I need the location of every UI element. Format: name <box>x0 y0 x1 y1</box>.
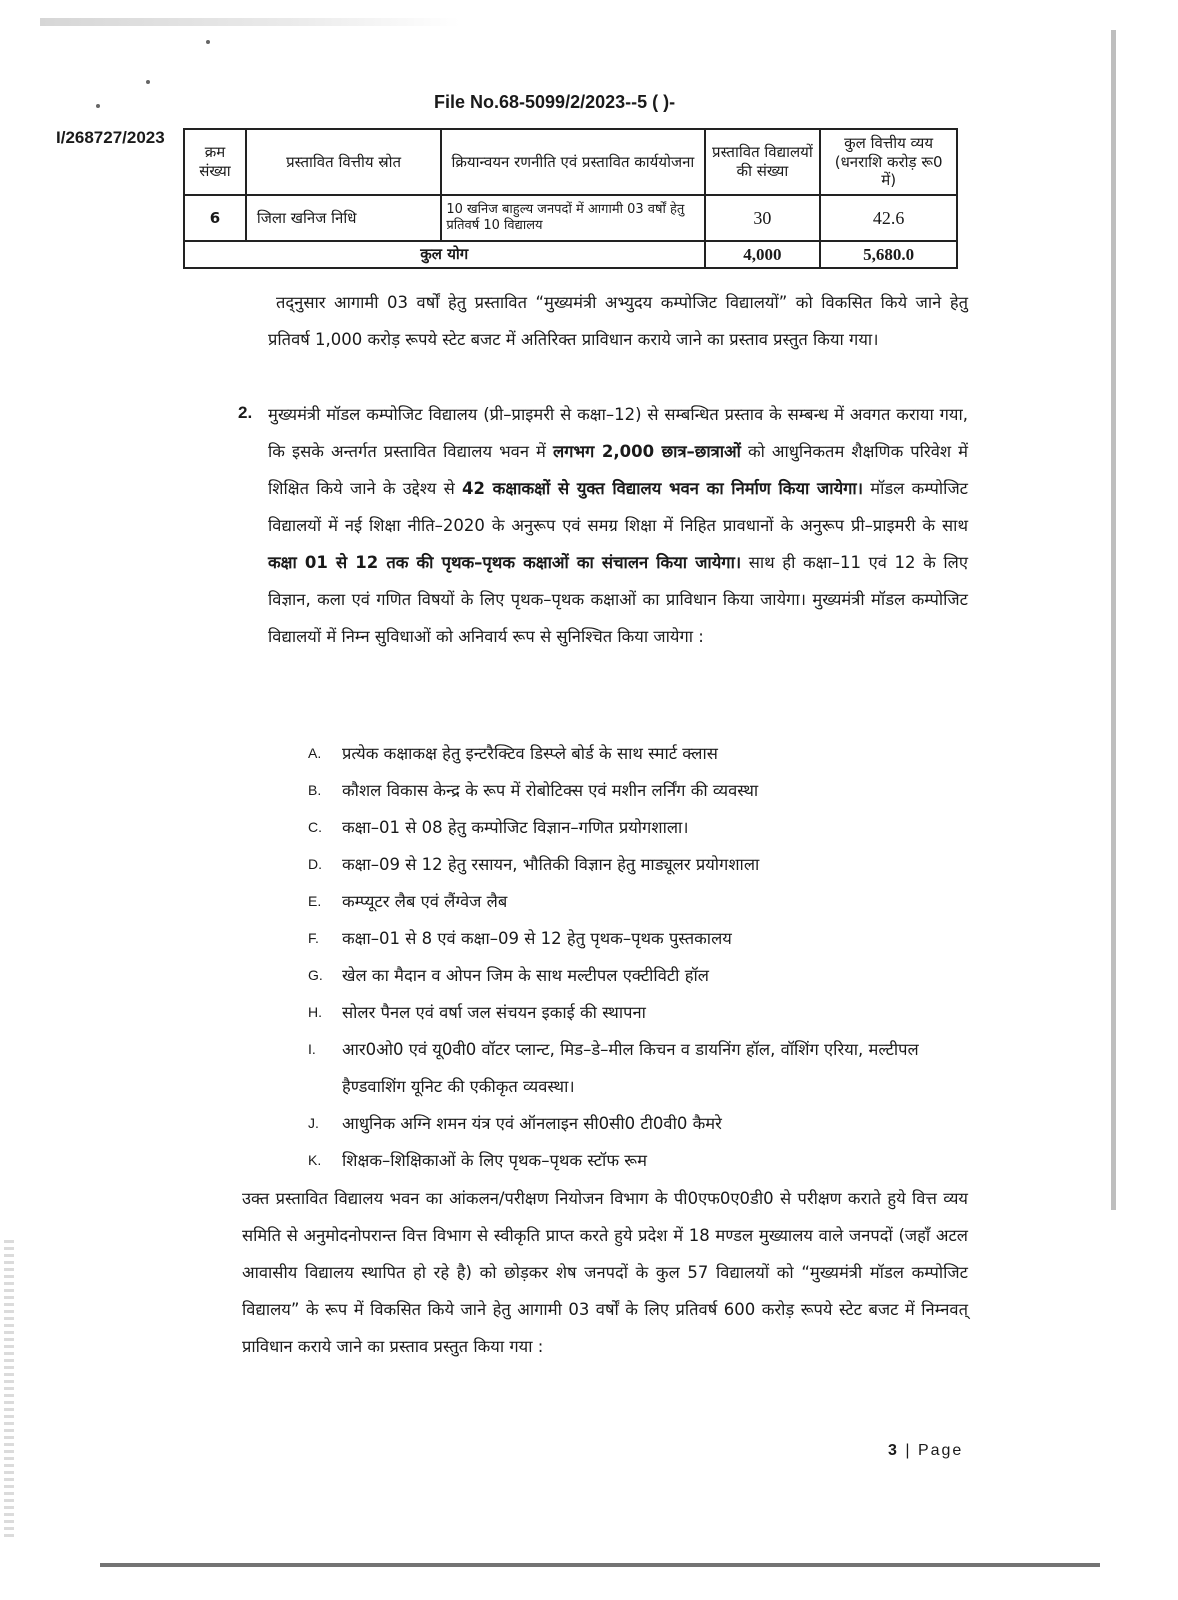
paragraph-2-text-b: को आधुनिकतम शैक्षणिक परिवेश में शिक्षित किये जाने के उद्देश्य से <box>268 442 969 498</box>
col-header-schools: प्रस्तावित विद्यालयों की संख्या <box>705 129 821 195</box>
list-item-text: आर0ओ0 एवं यू0वी0 वॉटर प्लान्ट, मिड–डे–मील किचन व डायनिंग हॉल, वॉशिंग एरिया, मल्टीपल हैण्डवाशिंग यूनिट की एकीकृत व्यवस्था। <box>342 1040 919 1096</box>
list-item-text: कक्षा–01 से 8 एवं कक्षा–09 से 12 हेतु पृथक–पृथक पुस्तकालय <box>342 929 732 948</box>
table-row <box>184 195 957 241</box>
col-header-expense: कुल वित्तीय व्यय (धनराशि करोड़ रू0 में) <box>820 129 957 195</box>
paragraph-2-text-d: साथ ही कक्षा–11 एवं 12 के लिए विज्ञान, कला एवं गणित विषयों के लिए पृथक–पृथक कक्षाओं का प्राविधान किया जायेगा। मुख्यमंत्री मॉडल कम्पोजिट विद्यालयों में निम्न सुविधाओं को अनिवार्य रूप से सुनिश्चित किया जायेगा : <box>268 553 968 646</box>
paragraph-2-bold-c: कक्षा 01 से 12 तक की पृथक–पृथक कक्षाओं का संचालन किया जायेगा। <box>268 553 742 572</box>
list-item-text: प्रत्येक कक्षाकक्ष हेतु इन्टरैक्टिव डिस्प्ले बोर्ड के साथ स्मार्ट क्लास <box>342 744 718 763</box>
list-item-label: D. <box>308 856 322 872</box>
list-item-label: B. <box>308 782 322 798</box>
scan-edge-artifact <box>40 18 460 26</box>
scan-edge-artifact <box>1111 30 1116 1210</box>
list-item-text: कक्षा–01 से 08 हेतु कम्पोजिट विज्ञान–गणित प्रयोगशाला। <box>342 818 689 837</box>
receipt-number: I/268727/2023 <box>56 128 165 147</box>
list-item-label: J. <box>308 1115 319 1131</box>
list-item <box>308 809 968 846</box>
list-item-label: A. <box>308 745 322 761</box>
scan-speck <box>206 40 210 44</box>
list-item <box>308 920 968 957</box>
cell-serial: 6 <box>184 195 246 241</box>
cell-source: जिला खनिज निधि <box>246 195 441 241</box>
item-number: 2. <box>238 403 253 422</box>
list-item-text: शिक्षक–शिक्षिकाओं के लिए पृथक–पृथक स्टॉफ रूम <box>342 1151 647 1170</box>
list-item-label: H. <box>308 1004 322 1020</box>
table-header-row <box>184 129 957 195</box>
page-label: | Page <box>905 1442 964 1459</box>
list-item-text: कौशल विकास केन्द्र के रूप में रोबोटिक्स एवं मशीन लर्निंग की व्यवस्था <box>342 781 759 800</box>
cell-expense: 42.6 <box>820 195 957 241</box>
list-item-label: G. <box>308 967 323 983</box>
paragraph-2-text-c: मॉडल कम्पोजिट विद्यालयों में नई शिक्षा नीति–2020 के अनुरूप एवं समग्र शिक्षा में निहित प्रावधानों के अनुरूप प्री–प्राइमरी के साथ <box>268 479 968 535</box>
list-item-label: E. <box>308 893 322 909</box>
paragraph-2-bold-b: 42 कक्षाकक्षों से युक्त विद्यालय भवन का निर्माण किया जायेगा। <box>462 479 863 498</box>
list-item <box>308 1142 968 1179</box>
list-item <box>308 1031 968 1105</box>
paragraph-1-text: तद्नुसार आगामी 03 वर्षों हेतु प्रस्तावित “मुख्यमंत्री अभ्युदय कम्पोजिट विद्यालयों” को विकसित किये जाने हेतु प्रतिवर्ष 1,000 करोड़ रूपये स्टेट बजट में अतिरिक्त प्राविधान कराये जाने का प्रस्ताव प्रस्तुत किया गया। <box>268 293 968 349</box>
cell-strategy: 10 खनिज बाहुल्य जनपदों में आगामी 03 वर्षों हेतु प्रतिवर्ष 10 विद्यालय <box>441 195 704 241</box>
list-item-text: कम्प्यूटर लैब एवं लैंग्वेज लैब <box>342 892 508 911</box>
list-item <box>308 883 968 920</box>
scan-speck <box>96 104 100 108</box>
paragraph-1 <box>268 284 968 358</box>
cell-schools: 30 <box>705 195 821 241</box>
page-number-value: 3 <box>888 1442 899 1459</box>
table-total-row <box>184 241 957 268</box>
col-header-source: प्रस्तावित वित्तीय स्रोत <box>246 129 441 195</box>
col-header-strategy: क्रियान्वयन रणनीति एवं प्रस्तावित कार्ययोजना <box>441 129 704 195</box>
list-item-text: सोलर पैनल एवं वर्षा जल संचयन इकाई की स्थापना <box>342 1003 646 1022</box>
list-item <box>308 1105 968 1142</box>
total-label: कुल योग <box>184 241 705 268</box>
total-expense: 5,680.0 <box>820 241 957 268</box>
paragraph-2 <box>268 396 968 655</box>
list-item-text: आधुनिक अग्नि शमन यंत्र एवं ऑनलाइन सी0सी0 टी0वी0 कैमरे <box>342 1114 722 1133</box>
list-item <box>308 957 968 994</box>
list-item-label: I. <box>308 1041 316 1057</box>
scan-edge-artifact <box>100 1563 1100 1567</box>
list-item <box>308 994 968 1031</box>
scan-speck <box>146 80 150 84</box>
total-schools: 4,000 <box>705 241 821 268</box>
page-number <box>888 1442 963 1460</box>
list-item-label: C. <box>308 819 322 835</box>
paragraph-3: उक्त प्रस्तावित विद्यालय भवन का आंकलन/परीक्षण नियोजन विभाग के पी0एफ0ए0डी0 से परीक्षण कराते हुये वित्त व्यय समिति से अनुमोदनोपरान्त वित्त विभाग से स्वीकृति प्राप्त करते हुये प्रदेश में 18 मण्डल मुख्यालय वाले जनपदों (जहाँ अटल आवासीय विद्यालय स्थापित हो रहे है) को छोड़कर शेष जनपदों के कुल 57 विद्यालयों को “मुख्यमंत्री मॉडल कम्पोजिट विद्यालय” के रूप में विकसित किये जाने हेतु आगामी 03 वर्षों के लिए प्रतिवर्ष 600 करोड़ रूपये स्टेट बजट में निम्नवत् प्राविधान कराये जाने का प्रस्ताव प्रस्तुत किया गया : <box>242 1189 968 1356</box>
facilities-list <box>308 735 968 1179</box>
list-item <box>308 735 968 772</box>
list-item-label: K. <box>308 1152 322 1168</box>
paragraph-2-text-a: मुख्यमंत्री मॉडल कम्पोजिट विद्यालय (प्री–प्राइमरी से कक्षा–12) से सम्बन्धित प्रस्ताव के सम्बन्ध में अवगत कराया गया, कि इसके अन्तर्गत प्रस्तावित विद्यालय भवन में <box>268 405 968 461</box>
col-header-serial: क्रम संख्या <box>184 129 246 195</box>
scan-edge-artifact <box>4 1240 14 1540</box>
paragraph-2-bold-a: लगभग 2,000 छात्र–छात्राओं <box>552 442 741 461</box>
finance-table <box>183 128 958 269</box>
list-item <box>308 846 968 883</box>
list-item-text: खेल का मैदान व ओपन जिम के साथ मल्टीपल एक्टीविटी हॉल <box>342 966 709 985</box>
list-item-label: F. <box>308 930 319 946</box>
list-item-text: कक्षा–09 से 12 हेतु रसायन, भौतिकी विज्ञान हेतु माड्यूलर प्रयोगशाला <box>342 855 760 874</box>
list-item <box>308 772 968 809</box>
file-number: File No.68-5099/2/2023--5 ( )- <box>434 92 676 112</box>
